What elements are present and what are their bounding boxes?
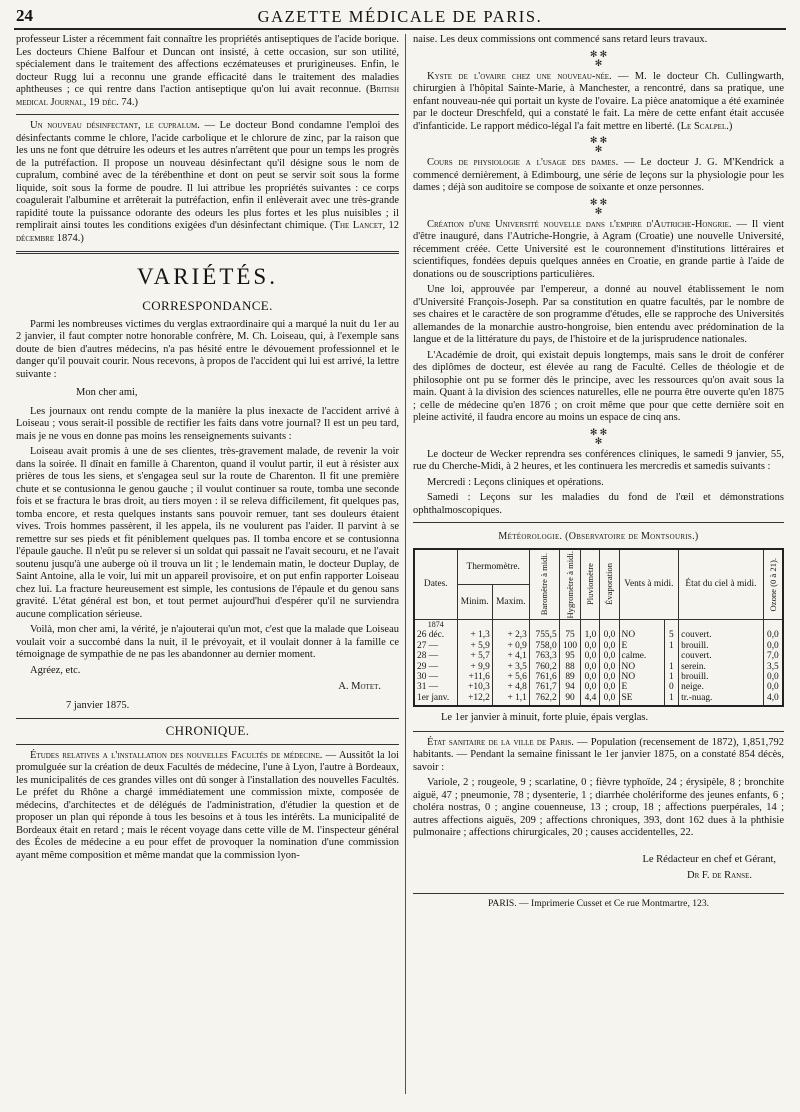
weather-cell-ozone: 4,0 <box>763 693 783 706</box>
correspondance-intro: Parmi les nombreuses victimes du verglas extraordinaire qui a marqué la nuit du 1er au 2 janvier, il faut compter notre honorable confrère, M. Ch. Loiseau, qui, à l'exemple sans doute de bien d'autres médecins, n'a pas hésité entre le dévouement professionnel et le danger qu'il pouvait courir. Nous recevons, à propos de l'accident qui lui est arrivé, la lettre suivante : <box>16 318 399 380</box>
weather-cell-pluvio: 0,0 <box>581 672 600 682</box>
meteo-title: Météorologie. (Observatoire de Montsouris.) <box>498 531 699 542</box>
weather-cell-baro: 761,7 <box>529 682 559 692</box>
etudes-title: Études relatives a l'installation des nouvelles Facultés de médecine. <box>30 749 323 761</box>
weather-cell-baro: 755,5 <box>529 630 559 640</box>
weather-cell-min: + 5,7 <box>457 651 492 661</box>
weather-cell-force: 5 <box>664 630 679 640</box>
weather-cell-evap: 0,0 <box>600 651 619 661</box>
weather-cell-force: 1 <box>664 672 679 682</box>
weather-cell-etat: couvert. <box>679 630 764 640</box>
weather-cell-etat: brouill. <box>679 641 764 651</box>
weather-cell-force: 1 <box>664 641 679 651</box>
cupralum-article <box>16 120 399 245</box>
divider <box>413 522 784 523</box>
weather-cell-pluvio: 1,0 <box>581 630 600 640</box>
univ-paragraph-2: Une loi, approuvée par l'empereur, a donné au nouvel établissement le nom d'Université François-Joseph. Par sa constitution en quatre facultés, par le nombre de ses chaires et le caractère de son programme d'études, elle se rapproche des Universités allemandes de la monarchie austro-hongroise, bien entendu avec prédomination de la langue et de la littérature du pays, de l'histoire et de la jurisprudence nationales. <box>413 284 784 345</box>
weather-cell-hygro: 75 <box>559 630 581 640</box>
weather-cell-max: + 4,1 <box>492 651 529 661</box>
weather-cell-ozone: 7,0 <box>763 651 783 661</box>
weather-cell-etat: brouill. <box>679 672 764 682</box>
weather-cell-date: 27 — <box>414 641 457 651</box>
header-ozone: Ozone (0 à 21). <box>763 549 783 620</box>
weather-cell-pluvio: 0,0 <box>581 662 600 672</box>
weather-cell-baro: 762,2 <box>529 693 559 706</box>
letter-closing: Agréez, etc. <box>30 664 81 676</box>
weather-cell-date: 1er janv. <box>414 693 457 706</box>
weather-cell-vent: NO <box>619 630 664 640</box>
weather-cell-pluvio: 0,0 <box>581 641 600 651</box>
correspondance-title: CORRESPONDANCE. <box>142 298 273 313</box>
weather-cell-max: + 2,3 <box>492 630 529 640</box>
cupralum-text: — Le docteur Bond condamne l'emploi des désinfectants comme le chlore, l'acide carbolique et le chlorure de zinc, par la raison que les uns ne font que détruire les odeurs et les autres n'arrêtent que pour un temps les progrès de la putréfaction. Il propose un nouveau désinfectant qu'il désigne sous le nom de cupralum, combiné avec de la térébenthine et dont on peut se servir soit sous la forme liquide, soit sous la forme de poudre. Il lui attribue les propriétés suivantes : ce corps coagulerait l'albumine et arrêterait la putréfaction, enfin il enlèverait avec une très-grande rapidité toute la puissance odorante des odeurs les plus fortes et les plus nuisibles ; il remplirait ainsi toutes les conditions exigées d'un désinfectant chimique. <box>16 120 399 231</box>
header-hygrometer: Hygromètre à midi. <box>559 549 581 620</box>
weather-cell-evap: 0,0 <box>600 682 619 692</box>
weather-cell-hygro: 100 <box>559 641 581 651</box>
weather-cell-baro: 763,3 <box>529 651 559 661</box>
weather-cell-date: 31 — <box>414 682 457 692</box>
letter-salutation: Mon cher ami, <box>76 387 138 398</box>
header-min: Minim. <box>457 585 492 620</box>
intro-source: (British medical Journal, 19 déc. 74.) <box>16 84 399 108</box>
cours-article <box>413 157 784 195</box>
weather-row <box>414 672 783 682</box>
weather-cell-min: +11,6 <box>457 672 492 682</box>
cupralum-title: Un nouveau désinfectant, le cupralum. <box>30 120 200 131</box>
weather-row <box>414 630 783 640</box>
weather-cell-force: 0 <box>664 682 679 692</box>
weather-cell-date: 26 déc. <box>414 630 457 640</box>
letter-date: 7 janvier 1875. <box>66 699 130 711</box>
wecker-paragraph-3: Samedi : Leçons sur les maladies du fond de l'œil et démonstrations ophthalmoscopiques. <box>413 492 784 516</box>
weather-cell-vent: NO <box>619 662 664 672</box>
weather-cell-pluvio: 0,0 <box>581 682 600 692</box>
column-divider <box>405 34 406 1094</box>
weather-cell-baro: 760,2 <box>529 662 559 672</box>
univ-paragraph-3: L'Académie de droit, qui existait depuis longtemps, mais sans le droit de conférer des diplômes de docteur, est élevée au rang de Faculté. Celles de théologie et de philosophie ont pu se former dès le principe, avec les ressources qu'on avait sous la main. Quant à la division des sciences naturelles, elle ne pourra être ouverte qu'en 1875 ; celle de médecine qu'en 1876 ; on croit même que pour que cette dernière soit en pleine activité, il faudra encore au moins un espace de cinq ans. <box>413 349 784 423</box>
section-stars: ✻ ✻ ✻ <box>589 135 608 154</box>
header-winds: Vents à midi. <box>619 549 679 620</box>
letter-signature: A. Motet. <box>338 681 381 692</box>
etat-text: — Population (recensement de 1872), 1,851,792 habitants. — Pendant la semaine finissant le 1er janvier 1875, on a constaté 854 décès, savoir : <box>413 736 784 773</box>
weather-cell-force <box>664 651 679 661</box>
weather-cell-ozone: 3,5 <box>763 662 783 672</box>
right-column <box>413 34 784 1106</box>
weather-cell-evap: 0,0 <box>600 672 619 682</box>
section-divider <box>16 251 399 254</box>
cours-text: — Le docteur J. G. M'Kendrick a commencé dernièrement, à Edimbourg, une série de leçons sur la physiologie pour les dames ; déjà son auditoire se compose de soixante et onze personnes. <box>413 157 784 193</box>
weather-cell-min: + 9,9 <box>457 662 492 672</box>
univ-article <box>413 219 784 282</box>
meteo-note: Le 1er janvier à minuit, forte pluie, épais verglas. <box>441 712 649 724</box>
weather-cell-baro: 761,6 <box>529 672 559 682</box>
kyste-source: (Le Scalpel.) <box>677 120 733 132</box>
weather-cell-hygro: 89 <box>559 672 581 682</box>
weather-row <box>414 662 783 672</box>
divider <box>16 744 399 745</box>
weather-cell-date: 30 — <box>414 672 457 682</box>
letter-paragraph-3: Voilà, mon cher ami, la vérité, je n'ajouterai qu'un mot, c'est que la malade que Loiseau voulait voir a succombé dans la nuit, il le prévoyait, et il voulait donner à la famille ce témoignage de sympathie de ne pas les abandonner au dernier moment. <box>16 624 399 660</box>
header-thermometer: Thermomètre. <box>457 549 529 585</box>
chronique-title: CHRONIQUE. <box>165 723 250 738</box>
divider <box>16 114 399 115</box>
weather-cell-ozone: 0,0 <box>763 672 783 682</box>
header-max: Maxim. <box>492 585 529 620</box>
divider <box>16 718 399 719</box>
header-dates: Dates. <box>414 549 457 620</box>
header-barometer: Baromètre à midi. <box>529 549 559 620</box>
weather-cell-ozone: 0,0 <box>763 630 783 640</box>
etat-article <box>413 737 784 775</box>
weather-cell-evap: 0,0 <box>600 693 619 706</box>
journal-title: GAZETTE MÉDICALE DE PARIS. <box>257 7 543 26</box>
weather-cell-min: +10,3 <box>457 682 492 692</box>
kyste-text: — M. le docteur Ch. Cullingwarth, chirurgien à l'hôpital Sainte-Marie, à Manchester, a rencontré, dans sa pratique, une enfant nouveau-née qui portait un kyste de l'ovaire. La pièce anatomique a été examinée par le docteur Dreschfeld, qui a constaté le fait. La mère de cette enfant était accusée d'infanticide. Le rapport médico-légal l'a fait mettre en liberté. <box>413 70 784 132</box>
year-row <box>414 620 783 631</box>
weather-cell-vent: NO <box>619 672 664 682</box>
etat-list: Variole, 2 ; rougeole, 9 ; scarlatine, 0 ; fièvre typhoïde, 24 ; érysipèle, 8 ; bronchite aiguë, 47 ; pneumonie, 78 ; dysenterie, 1 ; diarrhée cholériforme des jeunes enfants, 6 ; choléra nostras, 0 ; angine couenneuse, 13 ; croup, 18 ; affections puerpérales, 14 ; autres affections aiguës, 209 ; affections chroniques, 393, dont 162 dues à la phthisie pulmonaire ; affections chirurgicales, 20 ; causes accidentelles, 22. <box>413 777 784 839</box>
wecker-paragraph-2: Mercredi : Leçons cliniques et opérations. <box>427 476 604 488</box>
etudes-article <box>16 750 399 863</box>
signature-role: Le Rédacteur en chef et Gérant, <box>642 853 776 865</box>
header-sky: État du ciel à midi. <box>679 549 764 620</box>
wecker-paragraph-1: Le docteur de Wecker reprendra ses conférences cliniques, le samedi 9 janvier, 55, rue du Cherche-Midi, à 2 heures, et les continuera les mercredis et samedis suivants : <box>413 448 784 472</box>
page-header <box>14 6 786 30</box>
weather-row <box>414 693 783 706</box>
weather-cell-pluvio: 0,0 <box>581 651 600 661</box>
weather-cell-vent: E <box>619 641 664 651</box>
weather-cell-etat: couvert. <box>679 651 764 661</box>
weather-cell-etat: tr.-nuag. <box>679 693 764 706</box>
univ-title: Création d'une Université nouvelle dans l'empire d'Autriche-Hongrie. <box>427 218 732 230</box>
weather-cell-pluvio: 4,4 <box>581 693 600 706</box>
etat-title: État sanitaire de la ville de Paris. <box>427 736 574 748</box>
kyste-article <box>413 71 784 134</box>
weather-cell-ozone: 0,0 <box>763 682 783 692</box>
continuation-text: naise. Les deux commissions ont commencé sans retard leurs travaux. <box>413 34 708 45</box>
section-stars: ✻ ✻ ✻ <box>589 48 608 68</box>
weather-row <box>414 651 783 661</box>
weather-cell-max: + 4,8 <box>492 682 529 692</box>
kyste-title: Kyste de l'ovaire chez une nouveau-née. <box>427 70 612 82</box>
weather-cell-hygro: 95 <box>559 651 581 661</box>
etudes-text: — Aussitôt la loi promulguée sur la création de deux Facultés de médecine, l'une à Lyon, l'autre à Bordeaux, les municipalités de ces grandes villes ont dû songer à l'installation des nouvelles Facultés. Le préfet du Rhône a chargé immédiatement une commission mixte, composée de médecins, d'architectes et de délégués de l'administration, d'étudier la question et de proposer un plan qui réponde à tous les besoins et à tous les intérêts. La municipalité de Bordeaux était en retard ; mais le récent voyage dans cette ville de M. l'inspecteur général des Écoles de médecine a eu pour effet de provoquer la nomination d'une commission ayant même composition et même mandat que la commission lyon- <box>16 749 399 861</box>
header-pluviometer: Pluviomètre <box>581 549 600 620</box>
left-column <box>16 34 399 1106</box>
weather-row <box>414 682 783 692</box>
year-cell: 1874 <box>414 620 457 631</box>
weather-cell-max: + 5,6 <box>492 672 529 682</box>
weather-cell-ozone: 0,0 <box>763 641 783 651</box>
weather-cell-hygro: 94 <box>559 682 581 692</box>
divider <box>413 731 784 732</box>
letter-paragraph-2: Loiseau avait promis à une de ses clientes, très-gravement malade, de revenir la voir dans la soirée. Il dînait en famille à Charenton, quand il voulut partir, il eut à résister aux prières de tous les siens, et s'engagea seul sur la route de Charenton. Il fit une première chute et se contusionna le genou gauche ; il voulut continuer sa route, tomba une seconde fois et se fractura le bras droit, au tiers moyen : il se releva difficilement, fit quelques pas, tomba encore, et resta quelques instants sans pouvoir remuer, tant ses douleurs étaient vives. Trois hommes passèrent, il les appela, ils ne voulurent pas l'aider. Il parvint à se remettre sur ses pieds et fit péniblement quelques pas. Il tomba encore et se contusionna l'épaule gauche. Il n'eût pu se relever si un soldat qui passait ne l'avait secouru, et ne l'avait soutenu jusqu'à une auberge où il trouva un lit ; le lendemain matin, le docteur Duplay, de Saint Antoine, alla le voir, lui mit un appareil provisoire, et on put enfin rapporter Loiseau chez lui. La fracture heureusement est simple, les contusions de l'épaule et du genou sans gravité. L'état général est bon, et tout permet aujourd'hui d'espérer qu'il ne surviendra aucune complication sérieuse. <box>16 446 399 620</box>
weather-cell-date: 28 — <box>414 651 457 661</box>
weather-cell-hygro: 90 <box>559 693 581 706</box>
weather-cell-vent: calme. <box>619 651 664 661</box>
weather-cell-force: 1 <box>664 693 679 706</box>
weather-cell-max: + 0,9 <box>492 641 529 651</box>
weather-cell-etat: neige. <box>679 682 764 692</box>
weather-row <box>414 641 783 651</box>
varietes-title: VARIÉTÉS. <box>137 264 278 289</box>
cours-title: Cours de physiologie a l'usage des dames. <box>427 157 619 168</box>
weather-cell-min: +12,2 <box>457 693 492 706</box>
weather-cell-min: + 5,9 <box>457 641 492 651</box>
weather-cell-force: 1 <box>664 662 679 672</box>
weather-cell-max: + 3,5 <box>492 662 529 672</box>
univ-text: — Il vient d'être inauguré, dans l'Autriche-Hongrie, à Agram (Croatie) une nouvelle Université, récemment créée. Cette Université est le couronnement d'institutions littéraires et scientifiques, fondées depuis quelques années en Croatie, en grande partie à l'aide de donations ou de souscriptions particulières. <box>413 218 784 280</box>
header-evaporation: Évaporation <box>600 549 619 620</box>
weather-cell-max: + 1,1 <box>492 693 529 706</box>
cupralum-source: (The Lancet, 12 décembre 1874.) <box>16 220 399 244</box>
weather-cell-vent: E <box>619 682 664 692</box>
weather-cell-date: 29 — <box>414 662 457 672</box>
weather-cell-baro: 758,0 <box>529 641 559 651</box>
weather-cell-evap: 0,0 <box>600 662 619 672</box>
intro-paragraph: professeur Lister a récemment fait connaître les propriétés antiseptiques de l'acide borique. Les docteurs Chiene Balfour et Duncan ont insisté, à cette occasion, sur son utilité, spécialement dans le traitement des affections eczémateuses et prurigineuses. Enfin, le docteur Rugg lui a reconnu une grande efficacité dans le traitement des maladies aphtheuses ; ce qui rentre dans l'action antiseptique qu'on lui avait reconnue. (British medical Journal, 19 déc. 74.) <box>16 34 399 108</box>
signature-name: Dr F. de Ranse. <box>687 870 752 882</box>
weather-cell-vent: SE <box>619 693 664 706</box>
section-stars: ✻ ✻ ✻ <box>589 426 608 446</box>
page-number: 24 <box>16 6 33 25</box>
letter-paragraph-1: Les journaux ont rendu compte de la manière la plus inexacte de l'accident arrivé à Loiseau ; vous serait-il possible de rectifier les faits dans votre journal? Il est un peu tard, mais je ne vous en donne pas moins les renseignements suivants : <box>16 405 399 442</box>
printer-imprint: PARIS. — Imprimerie Cusset et Ce rue Montmartre, 123. <box>413 893 784 911</box>
section-stars: ✻ ✻ ✻ <box>589 196 608 216</box>
weather-cell-hygro: 88 <box>559 662 581 672</box>
weather-cell-etat: serein. <box>679 662 764 672</box>
weather-cell-min: + 1,3 <box>457 630 492 640</box>
weather-cell-evap: 0,0 <box>600 641 619 651</box>
weather-cell-evap: 0,0 <box>600 630 619 640</box>
weather-table <box>413 548 784 708</box>
